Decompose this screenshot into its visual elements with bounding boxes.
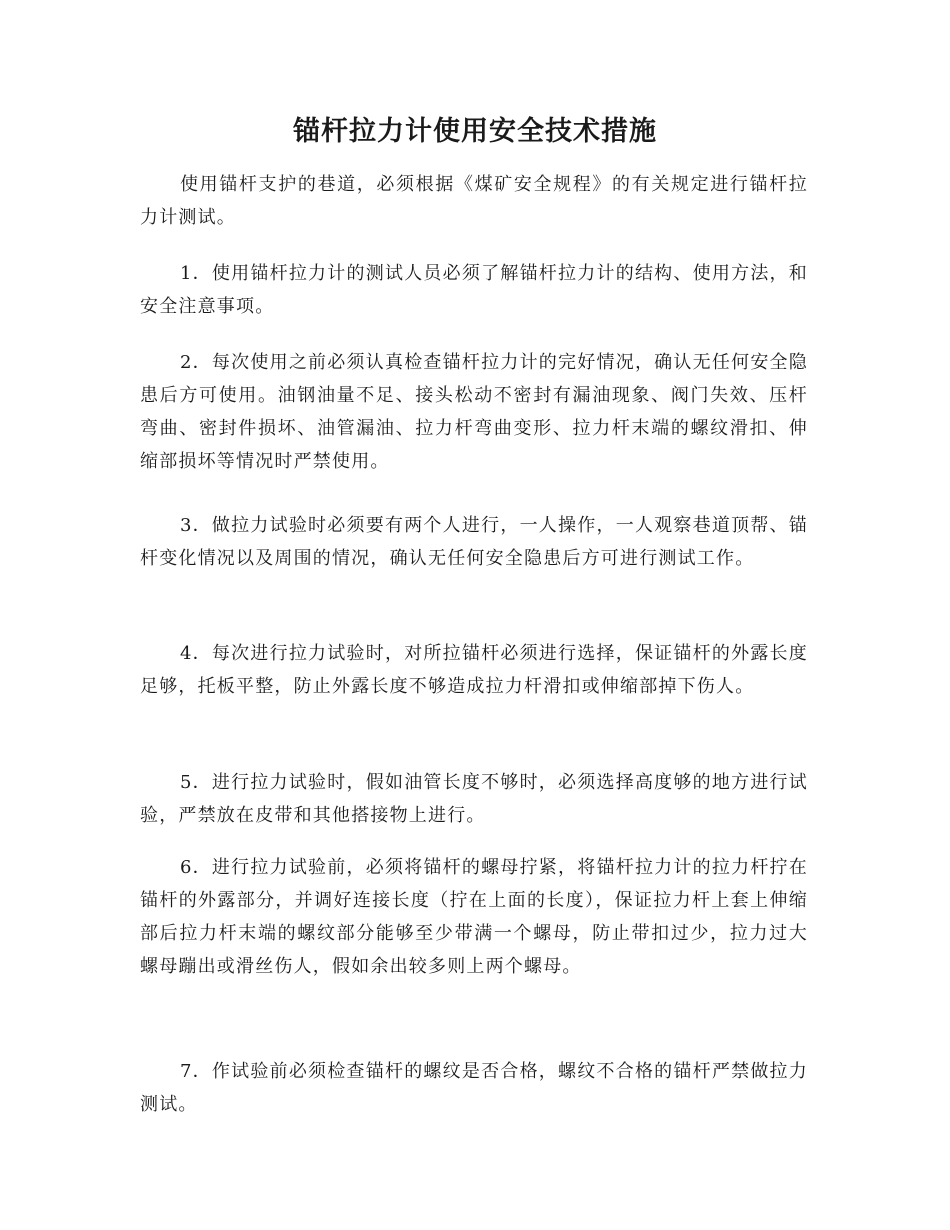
document-title: 锚杆拉力计使用安全技术措施 bbox=[293, 116, 657, 147]
paragraph-item-7: 7．作试验前必须检查锚杆的螺纹是否合格，螺纹不合格的锚杆严禁做拉力测试。 bbox=[140, 1061, 808, 1115]
paragraph-item-5: 5．进行拉力试验时，假如油管长度不够时，必须选择高度够的地方进行试验，严禁放在皮带和其他搭接物上进行。 bbox=[140, 772, 808, 826]
intro-paragraph: 使用锚杆支护的巷道，必须根据《煤矿安全规程》的有关规定进行锚杆拉力计测试。 bbox=[140, 174, 808, 228]
paragraph-item-4: 4．每次进行拉力试验时，对所拉锚杆必须进行选择，保证锚杆的外露长度足够，托板平整，防止外露长度不够造成拉力杆滑扣或伸缩部掉下伤人。 bbox=[140, 643, 808, 697]
paragraph-item-2: 2．每次使用之前必须认真检查锚杆拉力计的完好情况，确认无任何安全隐患后方可使用。油钢油量不足、接头松动不密封有漏油现象、阀门失效、压杆弯曲、密封件损坏、油管漏油、拉力杆弯曲变形、拉力杆末端的螺纹滑扣、伸缩部损坏等情况时严禁使用。 bbox=[140, 352, 808, 472]
paragraph-item-1: 1．使用锚杆拉力计的测试人员必须了解锚杆拉力计的结构、使用方法，和安全注意事项。 bbox=[140, 263, 808, 317]
paragraph-item-6: 6．进行拉力试验前，必须将锚杆的螺母拧紧，将锚杆拉力计的拉力杆拧在锚杆的外露部分，并调好连接长度（拧在上面的长度），保证拉力杆上套上伸缩部后拉力杆末端的螺纹部分能够至少带满一个螺母，防止带扣过少，拉力过大螺母蹦出或滑丝伤人，假如余出较多则上两个螺母。 bbox=[140, 857, 808, 977]
paragraph-item-3: 3．做拉力试验时必须要有两个人进行，一人操作，一人观察巷道顶帮、锚杆变化情况以及周围的情况，确认无任何安全隐患后方可进行测试工作。 bbox=[140, 515, 808, 569]
